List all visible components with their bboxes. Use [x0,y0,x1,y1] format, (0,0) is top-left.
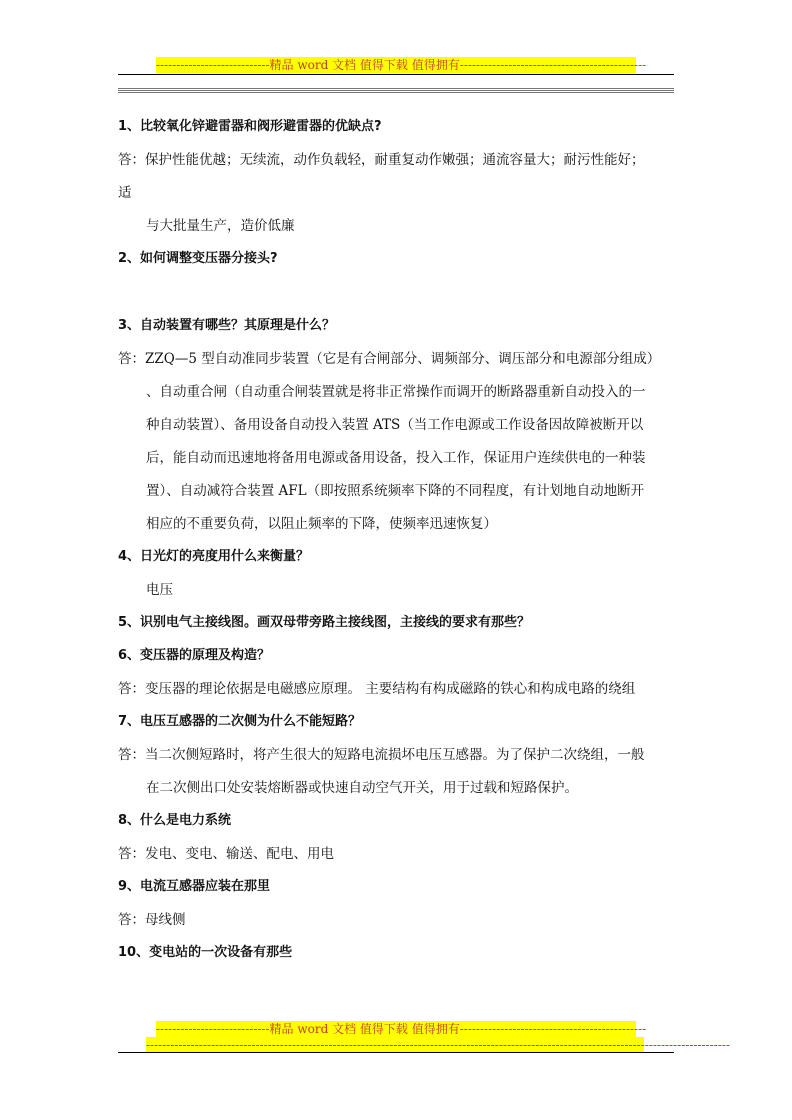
question-6: 6、变压器的原理及构造？ [118,648,271,663]
answer-9: 答：母线侧 [118,912,186,928]
question-2: 2、如何调整变压器分接头? [118,251,278,266]
answer-6: 答：变压器的理论依据是电磁感应原理。 主要结构有构成磁路的铁心和构成电路的绕组 [118,681,636,697]
answer-7-line-1: 答：当二次侧短路时，将产生很大的短路电流损坏电压互感器。为了保护二次绕组，一般 [118,747,645,763]
answer-8: 答：发电、变电、输送、配电、用电 [118,846,334,862]
question-4: 4、日光灯的亮度用什么来衡量？ [118,549,310,564]
question-5: 5、识别电气主接线图。画双母带旁路主接线图，主接线的要求有那些？ [118,615,531,630]
question-7: 7、电压互感器的二次侧为什么不能短路？ [118,714,362,729]
answer-7-line-2: 在二次侧出口处安装熔断器或快速自动空气开关，用于过载和短路保护。 [146,780,578,796]
answer-3-line-2: 、自动重合闸（自动重合闸装置就是将非正常操作而调开的断路器重新自动投入的一 [146,384,646,400]
header-rule [118,74,674,75]
footer-banner: ----------------------------精品 word 文档 值得下载 值得拥有---------------------------------------------- [156,1022,647,1036]
question-3: 3、自动装置有哪些？其原理是什么？ [118,318,336,333]
answer-3-line-5: 置）、自动减符合装置 AFL（即按照系统频率下降的不同程度，有计划地自动地断开 [146,483,645,499]
question-1: 1、比较氧化锌避雷器和阀形避雷器的优缺点? [118,119,382,134]
answer-4: 电压 [146,582,173,598]
answer-3-line-3: 种自动装置）、备用设备自动投入装置 ATS（当工作电源或工作设备因故障被断开以 [146,417,644,433]
answer-1-line-1: 答：保护性能优越；无续流，动作负载轻，耐重复动作嫩强；通流容量大；耐污性能好； [118,152,645,168]
answer-3-line-4: 后，能自动而迅速地将备用电源或备用设备，投入工作，保证用户连续供电的一种装 [146,450,646,466]
question-9: 9、电流互感器应装在那里 [118,879,271,894]
answer-3-line-1: 答：ZZQ—5 型自动准同步装置（它是有合闸部分、调频部分、调压部分和电源部分组成） [118,351,661,367]
header-banner: ----------------------------精品 word 文档 值得下载 值得拥有---------------------------------------------- [156,58,647,72]
answer-1-line-3: 与大批量生产，造价低廉 [146,218,295,234]
footer-banner-dashes: ------------------------------------------------------------------------------------------------------------------------------------------------ [146,1038,730,1052]
answer-1-line-2: 适 [118,185,132,201]
answer-3-line-6: 相应的不重要负荷，以阻止频率的下降，使频率迅速恢复） [146,516,497,532]
question-10: 10、变电站的一次设备有那些 [118,945,293,960]
footer-rule [118,1052,674,1053]
header-hatch-divider [118,87,674,93]
question-8: 8、什么是电力系统 [118,813,232,828]
